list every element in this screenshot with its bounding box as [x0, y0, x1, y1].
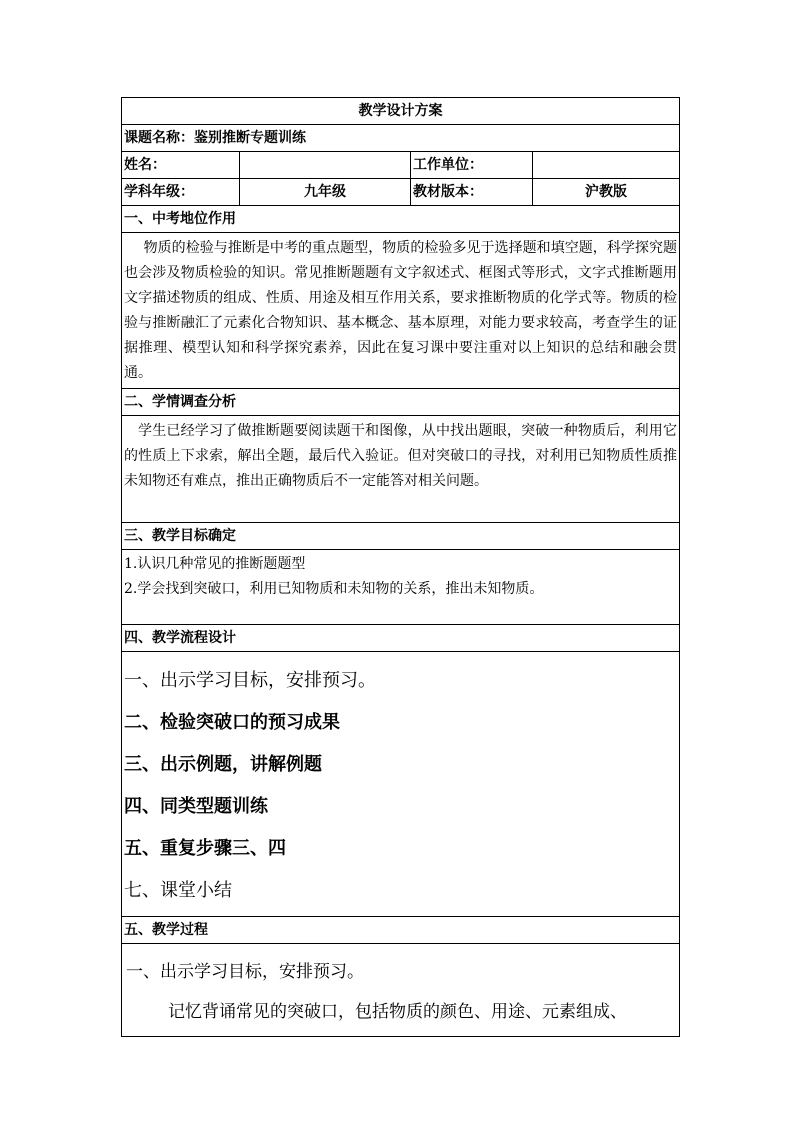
- flow-step: 七、课堂小结: [124, 880, 232, 901]
- section-1-heading: 一、中考地位作用: [122, 206, 680, 233]
- flow-step: 二、检验突破口的预习成果: [124, 712, 340, 733]
- unit-label: 工作单位：: [411, 152, 533, 179]
- section-1-body: 物质的检验与推断是中考的重点题型，物质的检验多见于选择题和填空题，科学探究题也会涉及物质检验的知识。常见推断题题有文字叙述式、框图式等形式，文字式推断题用文字描述物质的组成、性质、用途及相互作用关系，要求推断物质的化学式等。物质的检验与推断融汇了元素化合物知识、基本概念、基本原理，对能力要求较高，考查学生的证据推理、模型认知和科学探究素养，因此在复习课中要注重对以上知识的总结和融会贯通。: [124, 240, 677, 381]
- lesson-plan-table: [121, 97, 680, 1037]
- section-1-body-cell: [122, 233, 680, 389]
- flow-step: 一、出示学习目标，安排预习。: [124, 670, 376, 691]
- goal-item: 1.认识几种常见的推断题题型: [124, 556, 306, 572]
- process-line: 记忆背诵常见的突破口，包括物质的颜色、用途、元素组成、: [168, 1002, 627, 1022]
- unit-value: [533, 152, 680, 179]
- section-5-body: [122, 944, 680, 1037]
- goal-item: 2.学会找到突破口，利用已知物质和未知物的关系，推出未知物质。: [124, 581, 544, 597]
- section-2-heading: 二、学情调查分析: [122, 389, 680, 416]
- name-label: 姓名：: [122, 152, 240, 179]
- edition-label: 教材版本：: [411, 179, 533, 206]
- flow-step: 五、重复步骤三、四: [124, 838, 286, 859]
- section-3-list: [122, 550, 680, 625]
- section-2-body: 学生已经学习了做推断题要阅读题干和图像，从中找出题眼，突破一种物质后，利用它的性质上下求索，解出全题，最后代入验证。但对突破口的寻找，对利用已知物质性质推未知物还有难点，推出正确物质后不一定能答对相关问题。: [124, 423, 677, 489]
- flow-step: 四、同类型题训练: [124, 796, 268, 817]
- document-title: 教学设计方案: [122, 98, 680, 125]
- section-5-heading: 五、教学过程: [122, 917, 680, 944]
- process-line: 一、出示学习目标，安排预习。: [126, 962, 364, 982]
- topic-row: 课题名称：鉴别推断专题训练: [122, 125, 680, 152]
- section-2-body-cell: [122, 416, 680, 523]
- grade-value: 九年级: [240, 179, 411, 206]
- section-4-steps: [122, 652, 680, 917]
- grade-label: 学科年级：: [122, 179, 240, 206]
- edition-value: 沪教版: [533, 179, 680, 206]
- flow-step: 三、出示例题，讲解例题: [124, 754, 322, 775]
- section-3-heading: 三、教学目标确定: [122, 523, 680, 550]
- section-4-heading: 四、教学流程设计: [122, 625, 680, 652]
- name-value: [240, 152, 411, 179]
